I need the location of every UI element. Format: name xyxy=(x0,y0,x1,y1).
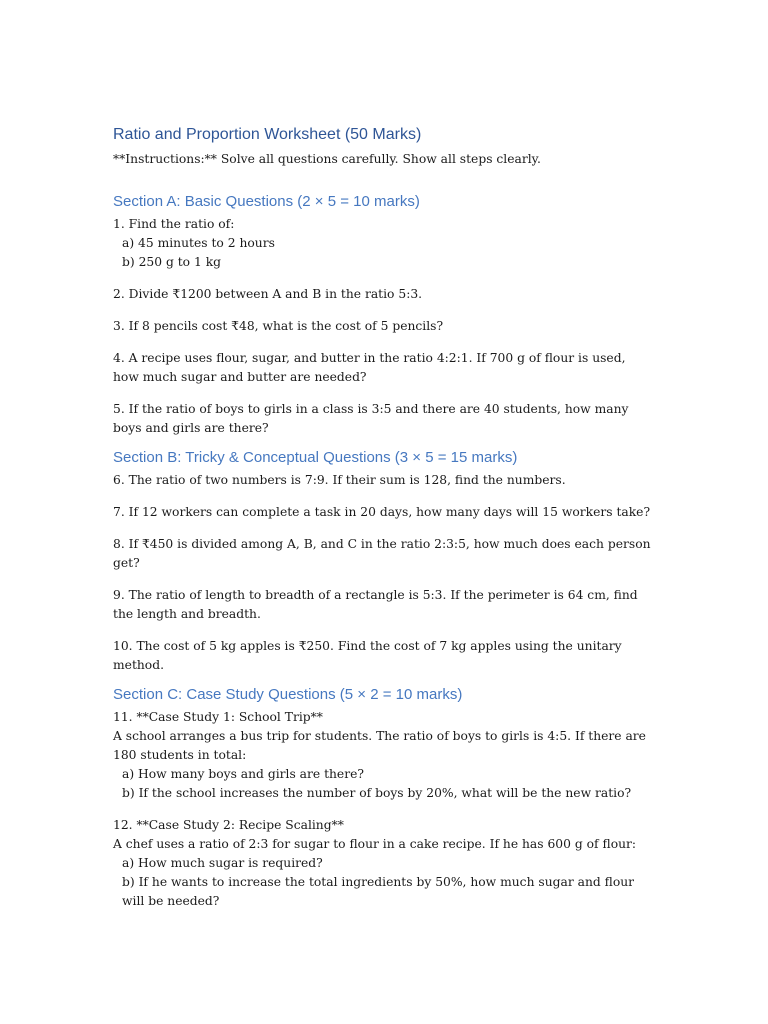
instructions: **Instructions:** Solve all questions carefully. Show all steps clearly. xyxy=(113,152,541,166)
question-3: 3. If 8 pencils cost ₹48, what is the cost of 5 pencils? xyxy=(113,319,444,333)
question-5: 5. If the ratio of boys to girls in a class is 3:5 and there are 40 students, how many boys and girls are there? xyxy=(113,402,629,435)
question-1: 1. Find the ratio of: xyxy=(113,217,235,231)
question-1a: a) 45 minutes to 2 hours xyxy=(122,236,275,250)
question-8: 8. If ₹450 is divided among A, B, and C in the ratio 2:3:5, how much does each person get? xyxy=(113,537,651,570)
worksheet-content xyxy=(113,124,653,911)
question-7: 7. If 12 workers can complete a task in 20 days, how many days will 15 workers take? xyxy=(113,505,651,519)
question-12a: a) How much sugar is required? xyxy=(122,856,323,870)
section-a-heading: Section A: Basic Questions (2 × 5 = 10 marks) xyxy=(113,193,420,210)
question-2: 2. Divide ₹1200 between A and B in the ratio 5:3. xyxy=(113,287,423,301)
question-1b: b) 250 g to 1 kg xyxy=(122,255,222,269)
question-11-title: 11. **Case Study 1: School Trip** xyxy=(113,710,323,724)
question-11-text: A school arranges a bus trip for students. The ratio of boys to girls is 4:5. If there are 180 students in total: xyxy=(113,729,646,762)
question-4: 4. A recipe uses flour, sugar, and butter in the ratio 4:2:1. If 700 g of flour is used, how much sugar and butter are needed? xyxy=(113,351,626,384)
question-9: 9. The ratio of length to breadth of a rectangle is 5:3. If the perimeter is 64 cm, find the length and breadth. xyxy=(113,588,638,621)
question-11a: a) How many boys and girls are there? xyxy=(122,767,364,781)
section-c-heading: Section C: Case Study Questions (5 × 2 = 10 marks) xyxy=(113,686,463,703)
question-12-title: 12. **Case Study 2: Recipe Scaling** xyxy=(113,818,344,832)
question-6: 6. The ratio of two numbers is 7:9. If their sum is 128, find the numbers. xyxy=(113,473,566,487)
question-10: 10. The cost of 5 kg apples is ₹250. Find the cost of 7 kg apples using the unitary method. xyxy=(113,639,622,672)
question-11b: b) If the school increases the number of boys by 20%, what will be the new ratio? xyxy=(122,786,632,800)
section-b-heading: Section B: Tricky & Conceptual Questions (3 × 5 = 15 marks) xyxy=(113,449,518,466)
question-12-text: A chef uses a ratio of 2:3 for sugar to flour in a cake recipe. If he has 600 g of flour: xyxy=(113,837,637,851)
question-12b: b) If he wants to increase the total ingredients by 50%, how much sugar and flour will be needed? xyxy=(122,875,635,908)
page-title: Ratio and Proportion Worksheet (50 Marks) xyxy=(113,126,422,143)
